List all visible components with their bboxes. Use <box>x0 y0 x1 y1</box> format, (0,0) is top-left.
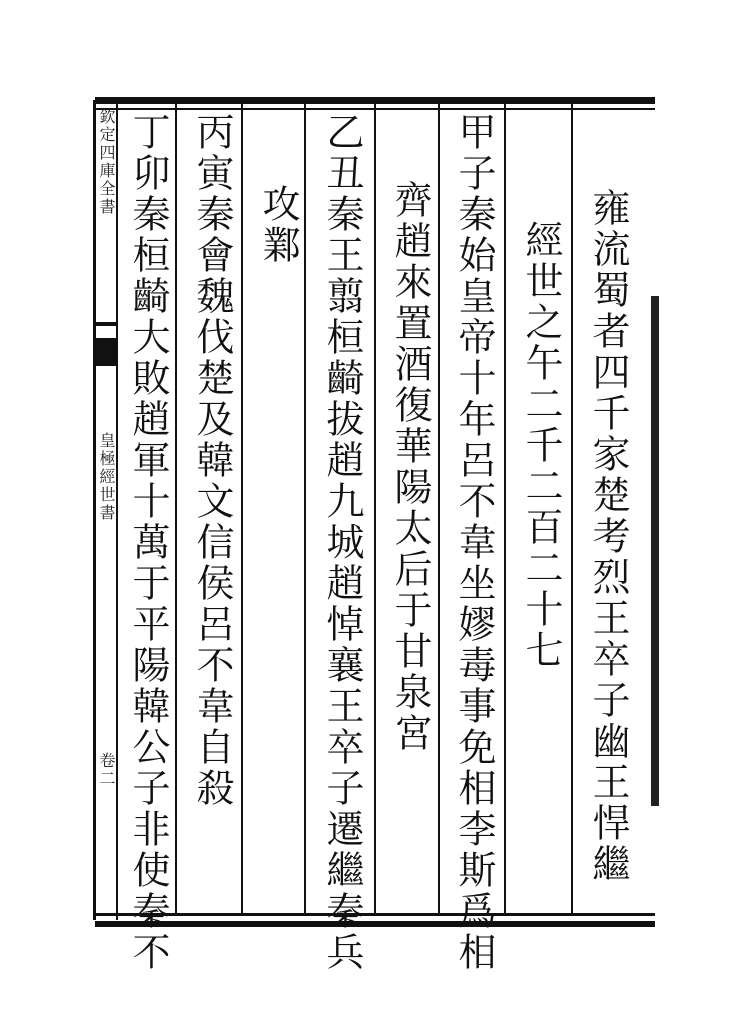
column-rule <box>304 104 306 916</box>
text-column-5: 乙丑秦王翦桓齮拔趙九城趙悼襄王卒子遷繼秦兵 <box>320 112 364 973</box>
text-column-2: 經世之午二千二百二十七 <box>519 220 563 671</box>
gutter-block-mark <box>96 338 116 366</box>
column-rule <box>374 104 376 916</box>
gutter-book-name: 皇極經世書 <box>97 432 116 522</box>
column-rule <box>571 104 573 916</box>
text-column-3: 甲子秦始皇帝十年呂不韋坐嫪毒事免相李斯爲相 <box>452 112 496 973</box>
gutter-rule-right <box>116 100 118 920</box>
column-rule <box>504 104 506 916</box>
text-column-8: 丁卯秦桓齮大敗趙軍十萬于平陽韓公子非使秦不 <box>126 112 170 973</box>
frame-bottom-rule <box>95 921 655 927</box>
frame-top-rule <box>95 97 655 104</box>
text-column-1: 雍流蜀者四千家楚考烈王卒子幽王悍繼 <box>586 188 630 885</box>
text-column-7: 丙寅秦會魏伐楚及韓文信侯呂不韋自殺 <box>190 112 234 809</box>
gutter-title: 欽定四庫全書 <box>97 108 116 216</box>
column-rule <box>241 104 243 916</box>
column-rule <box>438 104 440 916</box>
gutter-fishtail-mark <box>96 322 116 326</box>
text-column-4: 齊趙來置酒復華陽太后于甘泉宮 <box>388 180 432 754</box>
gutter-page-number: 卷二 <box>97 752 116 788</box>
page-edge-shadow <box>651 296 659 806</box>
text-column-6: 攻鄴 <box>256 184 300 266</box>
column-rule <box>175 104 177 916</box>
